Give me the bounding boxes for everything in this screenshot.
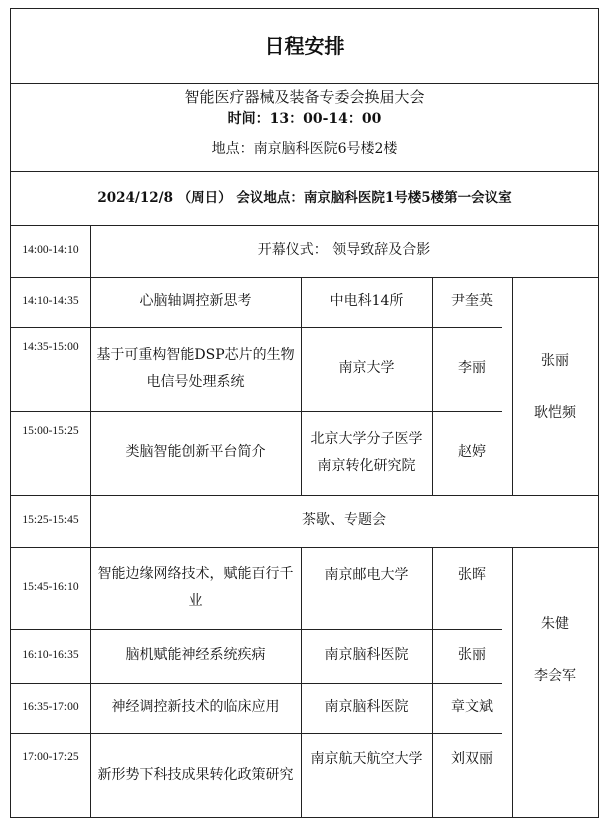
talk-org: 北京大学分子医学南京转化研究院 [310,431,423,474]
session-info: 2024/12/8 （周日） 会议地点：南京脑科医院1号楼5楼第一会议室 [97,189,512,206]
talk-speaker: 尹奎英 [451,293,493,310]
page-title: 日程安排 [264,33,345,58]
meeting-time: 时间：13：00-14：00 [227,111,382,128]
talk-speaker: 赵婷 [458,444,486,461]
chair-name: 朱健 [541,616,569,633]
time-cell: 14:35-15:00 [22,341,79,353]
time-cell: 15:45-16:10 [22,581,79,594]
rule [11,83,598,84]
tea-break: 茶歇、专题会 [302,512,386,529]
rule [512,277,513,495]
talk-speaker: 张丽 [458,647,486,664]
talk-topic: 心脑轴调控新思考 [139,293,252,310]
chair-name: 张丽 [541,353,569,370]
talk-topic: 智能边缘网络技术，赋能百行千业 [97,566,294,609]
talk-topic: 基于可重构智能DSP芯片的生物电信号处理系统 [96,347,295,390]
talk-topic: 脑机赋能神经系统疾病 [125,647,266,664]
meeting-name: 智能医疗器械及装备专委会换届大会 [184,88,425,107]
talk-speaker: 张晖 [458,567,486,583]
talk-org: 南京脑科医院 [324,647,409,664]
talk-topic: 神经调控新技术的临床应用 [111,699,280,716]
time-cell: 16:35-17:00 [22,701,79,714]
meeting-location: 地点：南京脑科医院6号楼2楼 [211,141,398,158]
chair-name: 耿恺频 [534,405,576,422]
time-cell: 14:10-14:35 [22,295,79,308]
schedule-table [10,8,599,818]
talk-org: 南京航天航空大学 [310,751,423,767]
talk-speaker: 刘双丽 [451,751,493,767]
talk-topic: 类脑智能创新平台简介 [125,444,266,461]
time-cell: 16:10-16:35 [22,649,79,662]
talk-org: 南京大学 [338,360,395,377]
talk-org: 南京邮电大学 [324,567,409,583]
talk-org: 中电科14所 [329,293,404,310]
talk-topic: 新形势下科技成果转化政策研究 [97,766,294,783]
time-cell: 15:25-15:45 [22,514,79,527]
time-cell: 17:00-17:25 [22,751,79,763]
chair-name: 李会军 [534,668,576,685]
talk-org: 南京脑科医院 [324,699,409,716]
time-cell: 15:00-15:25 [22,425,79,437]
talk-speaker: 李丽 [458,360,486,377]
time-cell: 14:00-14:10 [22,244,79,257]
talk-speaker: 章文斌 [451,699,493,716]
opening-ceremony: 开幕仪式： 领导致辞及合影 [257,242,431,259]
